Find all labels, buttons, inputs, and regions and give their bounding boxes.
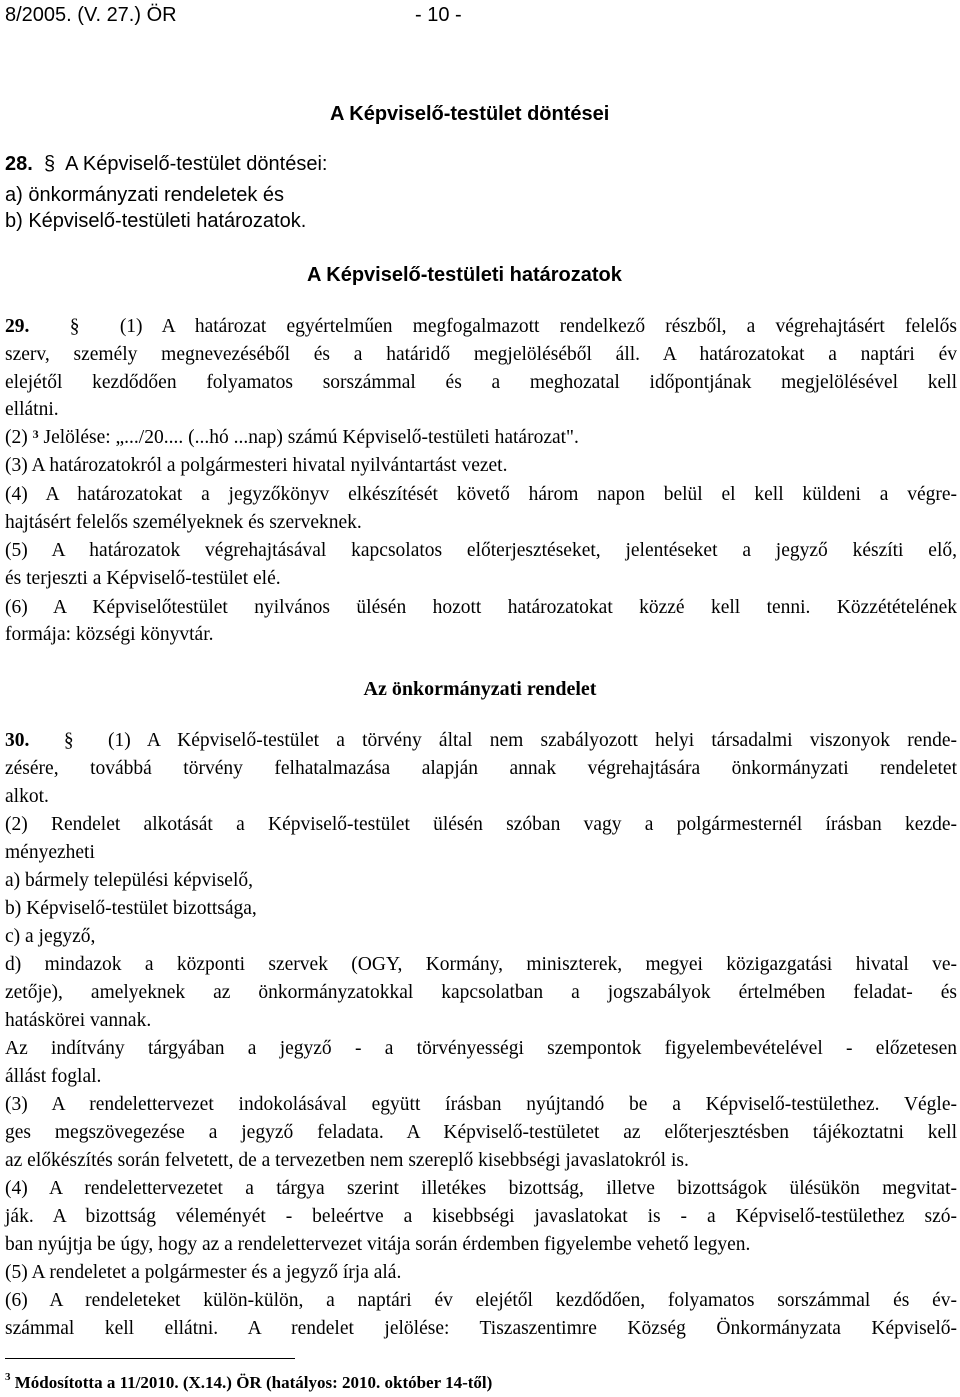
section-30-line-5: ményezheti [5, 842, 95, 863]
section-30-line-14: (3) A rendelettervezet indokolásával együtt írásban nyújtandó be a Képviselő-testülethez. Végle- [5, 1094, 957, 1115]
section-30-line-22: számmal kell ellátni. A rendelet jelölése: Tiszaszentimre Község Önkormányzata Képviselő- [5, 1318, 957, 1339]
section-title: A Képviselő-testület döntései [330, 103, 610, 125]
section-29-para-5a: (5) A határozatok végrehajtásával kapcsolatos előterjesztéseket, jelentéseket a jegyző készíti elő, [5, 540, 957, 561]
section-30-line-19: ban nyújtja be úgy, hogy az a rendelettervezet vitája során érdemben figyelembe vehető legyen. [5, 1234, 751, 1255]
section-29-line-3: elejétől kezdődően folyamatos sorszámmal és a meghozatal időpontjának megjelölésével kell [5, 372, 957, 393]
section-30-line-1: 30. § (1) A Képviselő-testület a törvény által nem szabályozott helyi társadalmi viszonyok rende- [5, 730, 958, 751]
section-30-line-12: Az indítvány tárgyában a jegyző - a törvényességi szempontok figyelembevételével - előzetesen [5, 1038, 957, 1059]
section-29-para-2: (2) $^3$ Jelölése: „.../20.... (...hó ...nap) számú Képviselő-testületi határozat". [5, 427, 579, 448]
section-30-line-15: ges megszövegezése a jegyző feladata. A Képviselő-testületet az előterjesztésben tájékoztatni kell [5, 1122, 957, 1143]
section-30-item-b: b) Képviselő-testület bizottsága, [5, 898, 257, 919]
footnote: $^3$ Módosította a 11/2010. (X.14.) ÖR (hatályos: 2010. október 14-től) [5, 1371, 493, 1392]
section-30-line-17: (4) A rendelettervezetet a tárgya szerint illetékes bizottság, illetve bizottságok ülésükön megvitat- [5, 1178, 957, 1199]
section-30-line-18: ják. A bizottság véleményét - beleértve a kisebbségi javaslatokat is - a Képviselő-testülethez szó- [5, 1206, 957, 1227]
section-30-item-d-1: d) mindazok a központi szervek (OGY, Kormány, miniszterek, megyei közigazgatási hivatal ve- [5, 954, 957, 975]
section-30-line-21: (6) A rendeleteket külön-külön, a naptári év elejétől kezdődően, folyamatos sorszámmal és év- [5, 1290, 957, 1311]
section-30-line-4: (2) Rendelet alkotását a Képviselő-testület ülésén szóban vagy a polgármesternél írásban kezde- [5, 814, 957, 835]
section-30-line-3: alkot. [5, 786, 49, 807]
section-29-para-3: (3) A határozatokról a polgármesteri hivatal nyilvántartást vezet. [5, 455, 508, 476]
section-30-item-a: a) bármely települési képviselő, [5, 870, 253, 891]
page-number: - 10 - [415, 4, 462, 26]
section-30-line-2: zésére, továbbá törvény felhatalmazása alapján annak végrehajtására önkormányzati rendeletet [5, 758, 957, 779]
section-30-line-16: az előkészítés során felvetett, de a tervezetben nem szereplő kisebbségi javaslatokról is. [5, 1150, 689, 1171]
section-28-item-b: b) Képviselő-testületi határozatok. [5, 210, 307, 232]
section-30-line-13: állást foglal. [5, 1066, 102, 1087]
section-28-line-1: 28. § A Képviselő-testület döntései: [5, 153, 328, 175]
section-29-para-4b: hajtásért felelős személyeknek és szerveknek. [5, 512, 362, 533]
section-30-item-d-3: hatáskörei vannak. [5, 1010, 152, 1031]
section-29-para-6a: (6) A Képviselőtestület nyilvános ülésén hozott határozatokat közzé kell tenni. Közzétételének [5, 597, 957, 618]
footnote-separator [5, 1358, 295, 1359]
section-29-para-5b: és terjeszti a Képviselő-testület elé. [5, 568, 281, 589]
heading-rendelet: Az önkormányzati rendelet [363, 678, 597, 700]
section-29-line-2: szerv, személy megnevezéséből és a határidő megjelöléséből áll. A határozatokat a naptári év [5, 344, 957, 365]
heading-hatarozatok: A Képviselő-testületi határozatok [307, 264, 622, 286]
section-29-line-4: ellátni. [5, 399, 59, 420]
section-30-line-20: (5) A rendeletet a polgármester és a jegyző írja alá. [5, 1262, 402, 1283]
footnote-ref: 3 [32, 427, 39, 441]
page-header-left: 8/2005. (V. 27.) ÖR [5, 4, 177, 26]
section-29-line-1: 29. § (1) A határozat egyértelműen megfogalmazott rendelkező részből, a végrehajtásért felelős [5, 316, 957, 337]
section-29-para-4a: (4) A határozatokat a jegyzőkönyv elkészítését követő három napon belül el kell küldeni a végre- [5, 484, 957, 505]
section-30-item-d-2: zetője), amelyeknek az önkormányzatokkal kapcsolatban a jogszabályok értelmében feladat- és [5, 982, 957, 1003]
section-28-item-a: a) önkormányzati rendeletek és [5, 184, 285, 206]
section-30-item-c: c) a jegyző, [5, 926, 96, 947]
section-29-para-6b: formája: községi könyvtár. [5, 624, 214, 645]
